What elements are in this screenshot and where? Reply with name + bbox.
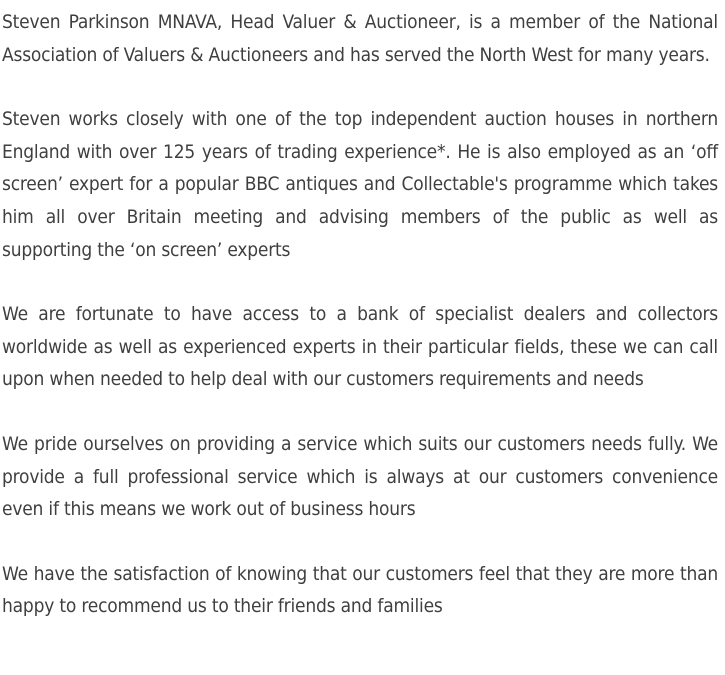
paragraph-specialists: We are fortunate to have access to a bank of specialist dealers and collectors worldwide as well as experienced experts in their particular fields, these we can call upon when needed to help deal with our customers requirements and needs: [2, 303, 718, 391]
paragraph-membership: Steven Parkinson MNAVA, Head Valuer & Auctioneer, is a member of the National Association of Valuers & Auctioneers and has served the North West for many years.: [2, 11, 718, 66]
paragraph-service: We pride ourselves on providing a service which suits our customers needs fully. We provide a full professional service which is always at our customers convenience even if this means we work out of business hours: [2, 432, 718, 521]
about-text-block: [2, 6, 718, 623]
paragraph-recommendations: We have the satisfaction of knowing that our customers feel that they are more than happy to recommend us to their friends and families: [2, 562, 718, 618]
paragraph-experience: Steven works closely with one of the top independent auction houses in northern England with over 125 years of trading experience*. He is also employed as an ‘off screen’ expert for a popular BBC antiques and Collectable's programme which takes him all over Britain meeting and advising members of the public as well as supporting the ‘on screen’ experts: [2, 108, 718, 261]
